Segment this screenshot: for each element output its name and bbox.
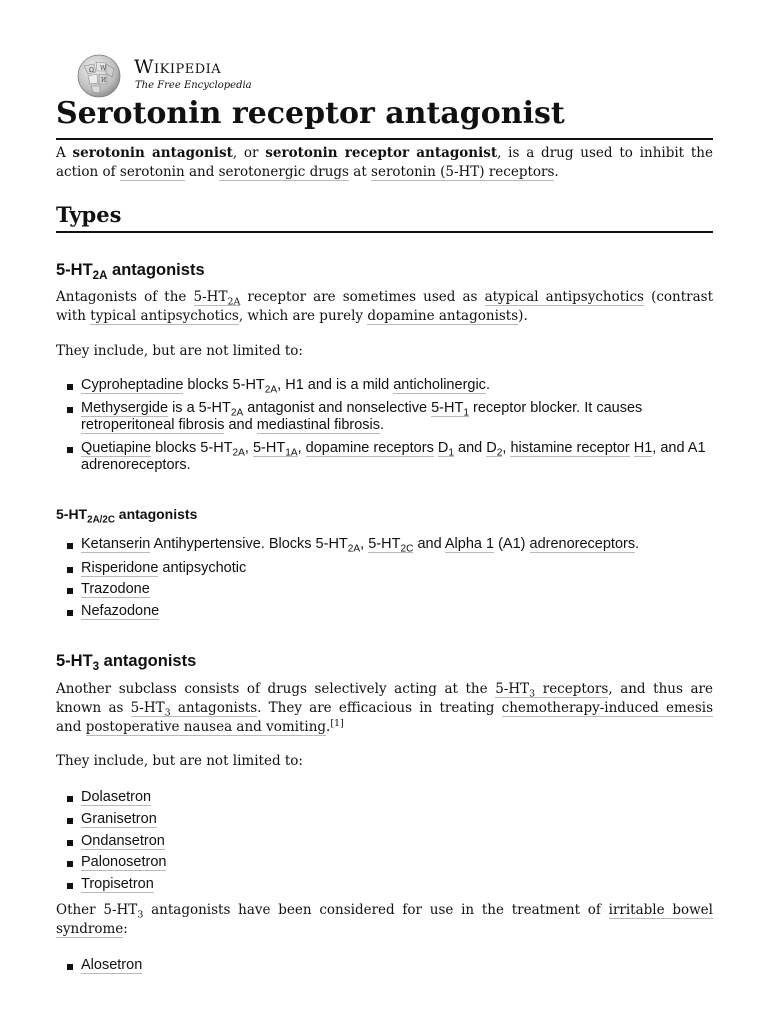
list-item [66,581,706,599]
link-typical-antipsychotics[interactable]: typical antipsychotics [90,308,239,324]
paragraph-include: They include, but are not limited to: [56,753,303,769]
list-item [66,789,706,807]
link-irritable-bowel-syndrome[interactable]: irritable bowel syndrome [56,902,713,937]
list-item: Quetiapine blocks $5-HT_{2A}$, $5-HT_{1A}$, dopamine receptors $D_1$ and $D_2$, histamine receptor H1, and A1 adrenoreceptors. [66,440,706,475]
list-item: Cyproheptadine blocks $5-HT_{2A}$, H1 and is a mild anticholinergic. [66,377,706,395]
reference-link[interactable]: [1] [330,717,344,729]
link-alpha-1[interactable]: Alpha 1 [444,536,495,552]
list-item: Ketanserin Antihypertensive. Blocks $5-HT_{2A}$, $5-HT_{2C}$ and Alpha 1 (A1) adrenoreceptors. [66,536,706,554]
list-item: Methysergide is a $5-HT_{2A}$ antagonist and nonselective $5-HT_1$ receptor blocker. It causes retroperitoneal fibrosis and mediastinal fibrosis. [66,400,706,435]
page-title: Serotonin receptor antagonist [56,94,713,140]
link-5ht3-antagonists[interactable]: $5-HT_3$ antagonists [130,700,258,719]
link-cyproheptadine[interactable]: Cyproheptadine [81,377,184,393]
link-d2[interactable]: $D_2$ [486,439,503,459]
wikipedia-wordmark: Wikipedia [134,56,222,78]
bold-term: serotonin antagonist [72,145,233,161]
link-5ht1[interactable]: $5-HT_1$ [431,399,469,419]
list-item [66,811,706,829]
list-5ht3 [66,789,706,894]
bold-term: serotonin receptor antagonist [265,145,498,161]
paragraph-5ht3: Another subclass consists of drugs selectively acting at the $5-HT_3$ receptors, and thus are known as $5-HT_3$ antagonists. They are efficacious in treating chemotherapy-induced emesis and postoperative nausea and vomiting.[1] [56,681,713,735]
wikipedia-tagline: The Free Encyclopedia [135,80,252,91]
link-5ht2c[interactable]: $5-HT_{2C}$ [368,536,414,555]
link-histamine-receptor[interactable]: histamine receptor [510,439,630,456]
link-dolasetron[interactable]: Dolasetron [81,789,152,805]
link-5ht1a[interactable]: $5-HT_{1A}$ [252,439,298,459]
paragraph-ibs: Other $5-HT_3$ antagonists have been considered for use in the treatment of irritable bowel syndrome: [56,902,713,937]
link-dopamine-antagonists[interactable]: dopamine antagonists [367,308,519,324]
list-item [66,854,706,872]
link-quetiapine[interactable]: Quetiapine [81,439,152,456]
link-serotonin[interactable]: serotonin [119,164,185,180]
paragraph-5ht2a: Antagonists of the $5-HT_{2A}$ receptor are sometimes used as atypical antipsychotics (contrast with typical antipsychotics, which are purely dopamine antagonists). [56,289,713,324]
svg-text:Ω: Ω [89,67,94,74]
svg-text:И: И [101,77,107,84]
link-tropisetron[interactable]: Tropisetron [81,876,154,893]
link-serotonin-receptors[interactable]: serotonin (5-HT) receptors [371,164,555,180]
svg-text:W: W [100,65,107,72]
link-alosetron[interactable]: Alosetron [81,957,143,973]
link-h1[interactable]: H1 [633,439,653,456]
link-dopamine-receptors[interactable]: dopamine receptors [305,439,434,456]
link-d1[interactable]: $D_1$ [437,439,454,459]
link-nefazodone[interactable]: Nefazodone [81,602,160,619]
link-chemotherapy-induced-emesis[interactable]: chemotherapy-induced emesis [501,700,713,716]
link-5ht3-receptors[interactable]: $5-HT_3$ receptors [495,681,609,700]
paragraph-include: They include, but are not limited to: [56,343,303,359]
link-ondansetron[interactable]: Ondansetron [81,832,165,849]
link-5ht2a[interactable]: $5-HT_{2A}$ [193,289,241,308]
link-atypical-antipsychotics[interactable]: atypical antipsychotics [484,289,644,305]
list-ibs [66,957,706,975]
link-anticholinergic[interactable]: anticholinergic [393,377,486,393]
link-retroperitoneal-fibrosis[interactable]: retroperitoneal fibrosis [81,417,225,433]
list-5ht2a2c [66,536,706,620]
link-ketanserin[interactable]: Ketanserin [81,536,151,552]
list-item [66,876,706,894]
list-item [66,957,706,975]
subsection-heading-5ht3: $5-HT_3$ antagonists [56,652,197,674]
subsection-heading-5ht2a: $5-HT_{2A}$ antagonists [56,261,205,283]
link-trazodone[interactable]: Trazodone [81,581,150,597]
list-item [66,603,706,621]
link-palonosetron[interactable]: Palonosetron [81,854,167,871]
link-methysergide[interactable]: Methysergide [81,399,169,416]
wikipedia-logo[interactable] [74,50,374,100]
list-5ht2a [66,377,706,475]
list-item [66,833,706,851]
link-adrenoreceptors[interactable]: adrenoreceptors [529,536,636,552]
link-serotonergic-drugs[interactable]: serotonergic drugs [218,164,349,180]
subsection-heading-5ht2a2c: $5-HT_{2A/2C}$ antagonists [56,506,198,526]
link-risperidone[interactable]: Risperidone [81,559,159,576]
wikipedia-globe-icon [74,52,124,98]
list-item: Risperidone antipsychotic [66,560,706,578]
intro-paragraph: A serotonin antagonist, or serotonin receptor antagonist, is a drug used to inhibit the action of serotonin and serotonergic drugs at serotonin (5-HT) receptors. [56,145,713,180]
link-mediastinal-fibrosis[interactable]: mediastinal fibrosis [256,417,381,433]
link-granisetron[interactable]: Granisetron [81,810,157,827]
section-heading-types: Types [56,201,713,233]
link-postoperative-nausea[interactable]: postoperative nausea and vomiting [85,719,327,735]
